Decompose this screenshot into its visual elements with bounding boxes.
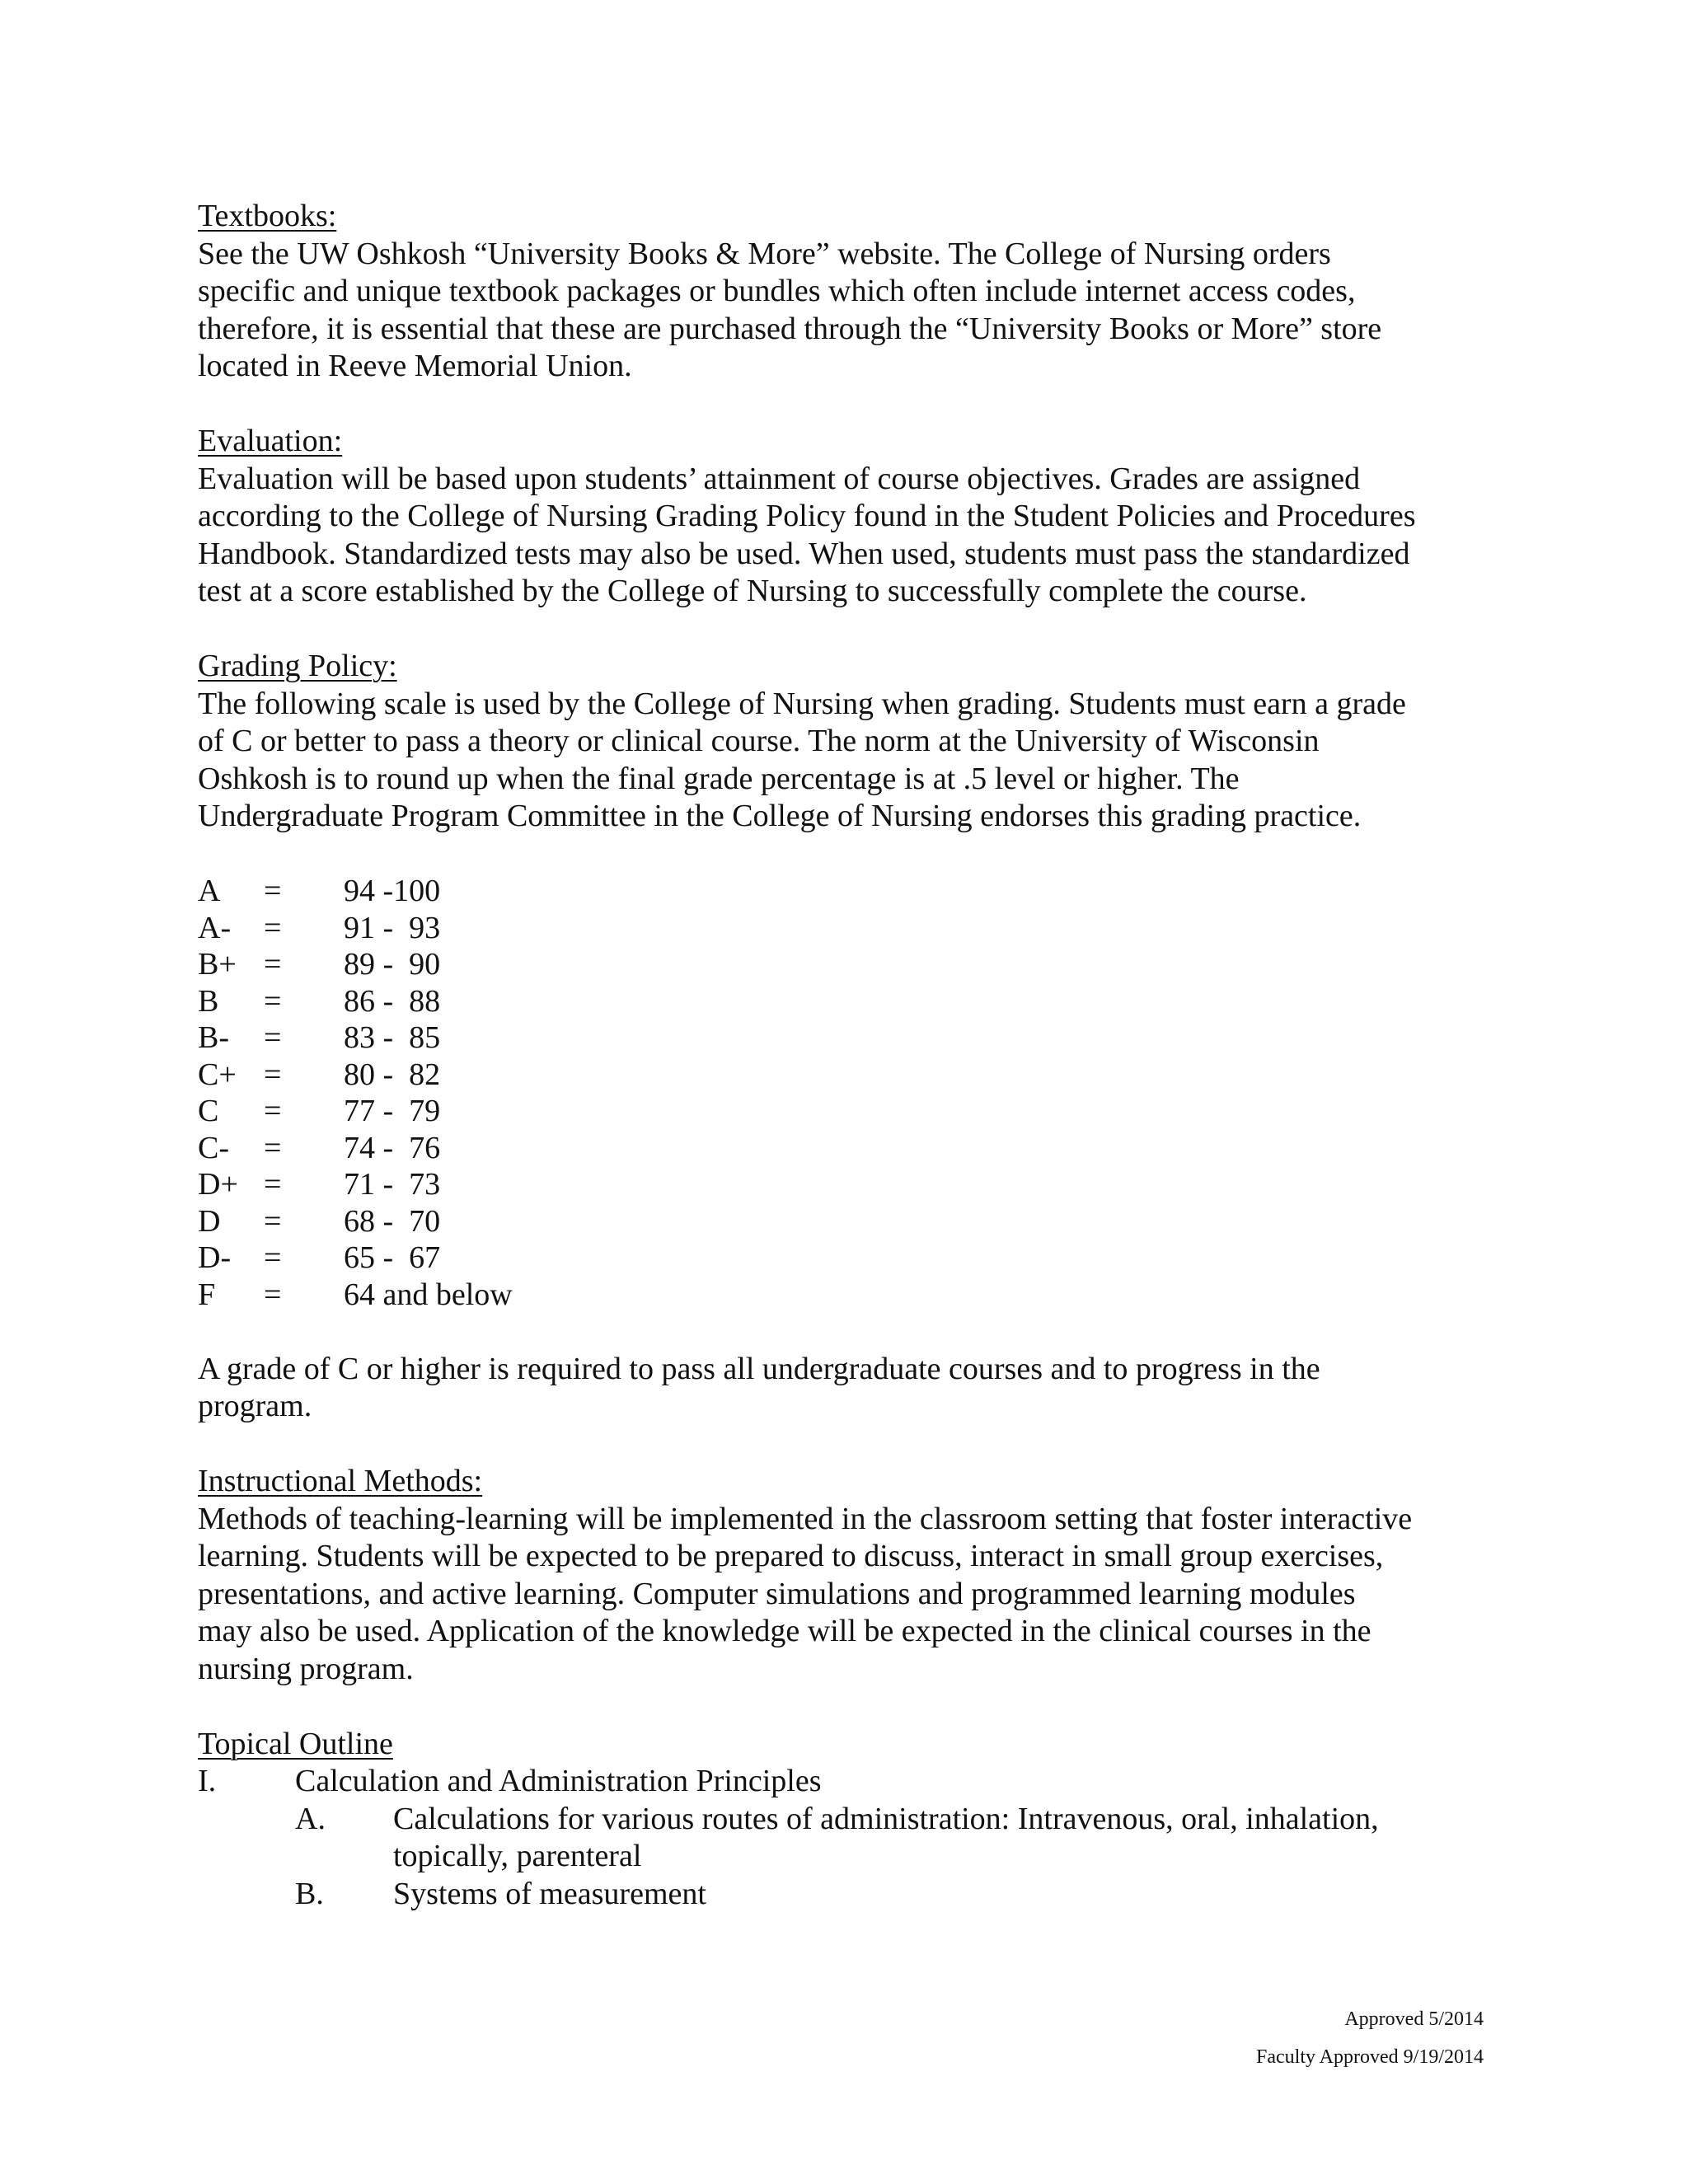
paragraph-line: See the UW Oshkosh “University Books & More” website. The College of Nursing orders: [198, 236, 1331, 271]
grade-row: [198, 1166, 1484, 1203]
topical-outline-heading: Topical Outline: [198, 1726, 393, 1761]
equals-sign: =: [264, 1094, 282, 1128]
grade-range: 64 and below: [344, 1277, 513, 1312]
outline-text: Calculation and Administration Principles: [295, 1764, 822, 1798]
grade-row: [198, 873, 1484, 910]
grade-range: 74 - 76: [344, 1130, 441, 1165]
grade-range: 94 -100: [344, 874, 441, 908]
grade-letter: D+: [198, 1167, 238, 1202]
paragraph-line: according to the College of Nursing Grading Policy found in the Student Policies and Procedures: [198, 499, 1416, 533]
grade-row: [198, 1240, 1484, 1277]
grade-row: [198, 1203, 1484, 1240]
grade-range: 86 - 88: [344, 983, 441, 1019]
outline-text: topically, parenteral: [393, 1839, 642, 1873]
document-page: [198, 198, 1484, 1913]
equals-sign: =: [264, 1277, 282, 1312]
instructional-methods-heading: Instructional Methods:: [198, 1464, 483, 1498]
textbooks-paragraph: [198, 236, 1484, 386]
grade-row: [198, 1277, 1484, 1314]
grade-row: [198, 910, 1484, 947]
paragraph-line: Methods of teaching-learning will be implemented in the classroom setting that foster interactive: [198, 1501, 1413, 1536]
paragraph-line: nursing program.: [198, 1651, 414, 1686]
grade-row: [198, 1130, 1484, 1167]
paragraph-line: may also be used. Application of the knowledge will be expected in the clinical courses in the: [198, 1614, 1372, 1648]
paragraph-line: A grade of C or higher is required to pass all undergraduate courses and to progress in the: [198, 1351, 1320, 1386]
grading-policy-paragraph: [198, 686, 1484, 836]
outline-subitem: [198, 1801, 1484, 1839]
equals-sign: =: [264, 874, 282, 908]
grade-letter: B+: [198, 947, 237, 982]
outline-text: Systems of measurement: [393, 1876, 706, 1911]
faculty-approved-date: Faculty Approved 9/19/2014: [1256, 2046, 1484, 2068]
paragraph-line: Undergraduate Program Committee in the College of Nursing endorses this grading practice.: [198, 799, 1362, 833]
outline-subitem: [198, 1876, 1484, 1914]
grade-range: 89 - 90: [344, 947, 441, 982]
grade-row: [198, 983, 1484, 1020]
outline-text: Calculations for various routes of administration: Intravenous, oral, inhalation,: [393, 1801, 1379, 1836]
grade-letter: A-: [198, 910, 232, 945]
grade-range: 83 - 85: [344, 1020, 441, 1055]
grade-row: [198, 1093, 1484, 1130]
grade-row: [198, 1057, 1484, 1094]
grading-policy-heading: Grading Policy:: [198, 649, 397, 683]
grade-scale-table: [198, 873, 1484, 1313]
grade-range: 91 - 93: [344, 910, 441, 945]
grade-letter: D: [198, 1203, 221, 1239]
equals-sign: =: [264, 1057, 282, 1092]
grade-range: 77 - 79: [344, 1094, 441, 1128]
equals-sign: =: [264, 910, 282, 945]
outline-item: [198, 1763, 1484, 1801]
paragraph-line: program.: [198, 1389, 312, 1423]
grade-letter: C-: [198, 1130, 229, 1165]
instructional-methods-paragraph: [198, 1501, 1484, 1689]
equals-sign: =: [264, 1240, 282, 1275]
grade-letter: F: [198, 1277, 216, 1312]
paragraph-line: test at a score established by the College of Nursing to successfully complete the course.: [198, 574, 1307, 608]
grade-row: [198, 946, 1484, 983]
paragraph-line: Handbook. Standardized tests may also be used. When used, students must pass the standardized: [198, 536, 1410, 571]
paragraph-line: therefore, it is essential that these are purchased through the “University Books or More” store: [198, 311, 1382, 346]
equals-sign: =: [264, 1130, 282, 1165]
grade-letter: C+: [198, 1057, 237, 1092]
approved-date: Approved 5/2014: [1344, 2008, 1484, 2030]
paragraph-line: learning. Students will be expected to be prepared to discuss, interact in small group exercises,: [198, 1539, 1384, 1573]
paragraph-line: The following scale is used by the College of Nursing when grading. Students must earn a grade: [198, 686, 1406, 721]
paragraph-line: Evaluation will be based upon students’ attainment of course objectives. Grades are assigned: [198, 461, 1361, 496]
grade-row: [198, 1019, 1484, 1057]
grade-range: 71 - 73: [344, 1167, 441, 1202]
grade-letter: B-: [198, 1020, 229, 1055]
grade-range: 68 - 70: [344, 1203, 441, 1239]
evaluation-paragraph: [198, 461, 1484, 611]
equals-sign: =: [264, 1203, 282, 1239]
outline-number: A.: [295, 1801, 326, 1836]
outline-number: I.: [198, 1764, 217, 1798]
grade-letter: C: [198, 1094, 219, 1128]
outline-subitem-continuation: [198, 1838, 1484, 1876]
grade-range: 80 - 82: [344, 1057, 441, 1092]
equals-sign: =: [264, 1020, 282, 1055]
grade-range: 65 - 67: [344, 1240, 441, 1275]
outline-number: B.: [295, 1876, 324, 1911]
equals-sign: =: [264, 1167, 282, 1202]
grade-letter: D-: [198, 1240, 232, 1275]
paragraph-line: located in Reeve Memorial Union.: [198, 349, 632, 383]
grade-requirement-note: [198, 1351, 1484, 1426]
evaluation-heading: Evaluation:: [198, 424, 343, 458]
grade-letter: B: [198, 983, 219, 1019]
paragraph-line: presentations, and active learning. Computer simulations and programmed learning modules: [198, 1576, 1356, 1611]
grade-letter: A: [198, 874, 221, 908]
paragraph-line: Oshkosh is to round up when the final grade percentage is at .5 level or higher. The: [198, 761, 1240, 796]
equals-sign: =: [264, 947, 282, 982]
paragraph-line: specific and unique textbook packages or bundles which often include internet access codes,: [198, 274, 1356, 308]
textbooks-heading: Textbooks:: [198, 199, 337, 233]
equals-sign: =: [264, 983, 282, 1019]
paragraph-line: of C or better to pass a theory or clinical course. The norm at the University of Wisconsin: [198, 724, 1320, 758]
